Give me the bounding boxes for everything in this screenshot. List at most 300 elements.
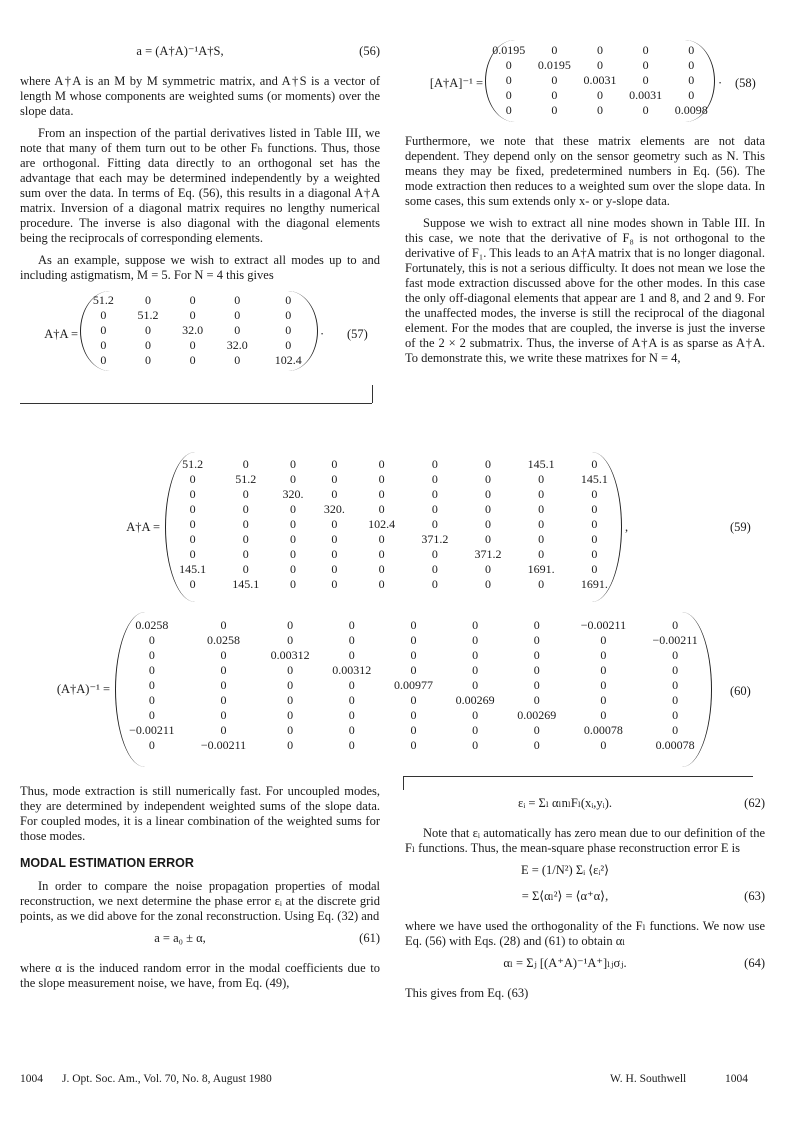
matrix-cell: 0 bbox=[591, 562, 598, 576]
matrix-cell: 0 bbox=[242, 562, 249, 576]
matrix-cell: 0 bbox=[591, 532, 598, 546]
matrix-cell: 0 bbox=[189, 308, 196, 322]
matrix-cell: 0 bbox=[242, 547, 249, 561]
matrix-cell: 0.0195 bbox=[492, 43, 526, 57]
matrix-cell: 0 bbox=[484, 577, 491, 591]
matrix-cell: 0 bbox=[220, 723, 227, 737]
matrix-cell: 0 bbox=[533, 618, 540, 632]
matrix-lhs: A†A = bbox=[126, 520, 160, 534]
matrix-cell: 0 bbox=[538, 577, 545, 591]
matrix-cell: 0 bbox=[533, 723, 540, 737]
matrix-cell: 32.0 bbox=[182, 323, 204, 337]
matrix-cell: 0 bbox=[148, 633, 155, 647]
matrix-cell: 0 bbox=[591, 502, 598, 516]
matrix-cell: 0 bbox=[410, 708, 417, 722]
matrix-cell: 0 bbox=[551, 88, 558, 102]
matrix-cell: 0 bbox=[672, 723, 679, 737]
matrix-cell: 0 bbox=[290, 502, 297, 516]
matrix-cell: 0 bbox=[220, 708, 227, 722]
matrix-cell: 0 bbox=[144, 323, 151, 337]
matrix-cell: 0 bbox=[287, 708, 294, 722]
left-paragraph-2: From an inspection of the partial derivatives listed in Table III, we note that many of them turn out to be other Fₕ functions. Thus, those are orthogonal. Fitting data directly to an orthogonal set has the advantage that each may be determined independently by a weighted sum over the data. In terms of Eq. (56), this results in a diagonal A†A matrix. Inversion of a diagonal matrix requires no lengthy numerical procedure. The inverse is also diagonal with the diagonal elements being the reciprocals of corresponding elements. bbox=[20, 126, 380, 245]
footer-page-number-left: 1004 bbox=[20, 1073, 43, 1085]
matrix-cell: 0 bbox=[505, 73, 512, 87]
matrix-cell: 0 bbox=[285, 338, 292, 352]
matrix-row bbox=[166, 517, 621, 532]
matrix-cell: 0 bbox=[144, 338, 151, 352]
right-lower-column bbox=[405, 792, 765, 1008]
matrix-cell: 0 bbox=[378, 487, 385, 501]
matrix-lhs: (A†A)⁻¹ = bbox=[56, 682, 110, 696]
matrix-cell: 0 bbox=[472, 738, 479, 752]
matrix-cell: 0 bbox=[591, 487, 598, 501]
equation-57-matrix bbox=[20, 291, 380, 379]
matrix-cell: 0 bbox=[331, 532, 338, 546]
matrix-cell: 0 bbox=[538, 547, 545, 561]
matrix-cell: 0 bbox=[378, 532, 385, 546]
matrix-row bbox=[116, 678, 711, 693]
equation-63a-body: E = (1/N²) Σᵢ ⟨εᵢ²⟩ bbox=[520, 863, 610, 877]
matrix-cell: 0.00078 bbox=[655, 738, 695, 752]
matrix-cell: 0 bbox=[533, 693, 540, 707]
matrix-cell: 0 bbox=[472, 708, 479, 722]
matrix-cell: 0 bbox=[148, 648, 155, 662]
matrix-cell: 0 bbox=[596, 43, 603, 57]
matrix-row bbox=[81, 338, 317, 353]
matrix-cell: 145.1 bbox=[232, 577, 260, 591]
matrix-cell: 0 bbox=[431, 472, 438, 486]
matrix-cell: 371.2 bbox=[474, 547, 502, 561]
matrix-cell: 0 bbox=[242, 457, 249, 471]
matrix-cell: 0 bbox=[551, 73, 558, 87]
matrix-cell: 0 bbox=[234, 293, 241, 307]
matrix-cell: 0 bbox=[410, 663, 417, 677]
matrix-cell: 0 bbox=[331, 472, 338, 486]
equation-62-number: (62) bbox=[744, 796, 765, 810]
matrix-row bbox=[486, 73, 714, 88]
equation-60-matrix bbox=[20, 612, 765, 770]
matrix-cell: 0 bbox=[148, 678, 155, 692]
matrix-cell: 0 bbox=[189, 472, 196, 486]
matrix-cell: 0 bbox=[591, 547, 598, 561]
matrix-cell: 0 bbox=[331, 487, 338, 501]
matrix-cell: 0 bbox=[220, 663, 227, 677]
equation-63-number: (63) bbox=[744, 889, 765, 903]
matrix-row bbox=[116, 618, 711, 633]
matrix-cell: 0 bbox=[348, 723, 355, 737]
matrix-cell: 0 bbox=[287, 723, 294, 737]
matrix-cell: 0 bbox=[287, 678, 294, 692]
matrix-row bbox=[486, 43, 714, 58]
matrix-cell: −0.00211 bbox=[129, 723, 175, 737]
equation-59-matrix bbox=[20, 452, 765, 607]
matrix-cell: 0 bbox=[484, 517, 491, 531]
matrix-cell: 0 bbox=[431, 577, 438, 591]
matrix-cell: 0 bbox=[287, 693, 294, 707]
matrix-cell: 0 bbox=[431, 547, 438, 561]
matrix-cell: 0 bbox=[348, 618, 355, 632]
matrix-cell: 0 bbox=[484, 457, 491, 471]
matrix-cell: 0 bbox=[431, 502, 438, 516]
matrix-cell: 0 bbox=[596, 58, 603, 72]
right-section-rule bbox=[403, 776, 753, 777]
matrix-cell: 51.2 bbox=[137, 308, 159, 322]
matrix-cell: 0 bbox=[472, 648, 479, 662]
matrix-cell: 0 bbox=[431, 487, 438, 501]
right-section-rule-tick bbox=[403, 776, 404, 790]
matrix-cell: 0 bbox=[285, 308, 292, 322]
matrix-row bbox=[166, 532, 621, 547]
matrix-cell: 0 bbox=[688, 58, 695, 72]
matrix-cell: 0.00312 bbox=[270, 648, 310, 662]
matrix-cell: 0 bbox=[600, 663, 607, 677]
equation-64-number: (64) bbox=[744, 956, 765, 970]
matrix-cell: 0 bbox=[220, 678, 227, 692]
matrix-table bbox=[486, 43, 714, 118]
matrix-cell: 1691. bbox=[527, 562, 555, 576]
matrix-row bbox=[81, 293, 317, 308]
matrix-row bbox=[486, 88, 714, 103]
matrix-cell: 1691. bbox=[580, 577, 608, 591]
matrix-cell: 0 bbox=[600, 693, 607, 707]
matrix-cell: 0 bbox=[287, 738, 294, 752]
matrix-cell: 0 bbox=[378, 472, 385, 486]
matrix-cell: −0.00211 bbox=[580, 618, 627, 632]
matrix-row bbox=[166, 502, 621, 517]
matrix-row bbox=[166, 457, 621, 472]
matrix-row bbox=[81, 353, 317, 368]
right-paragraph-4: where we have used the orthogonality of the Fₗ functions. We now use Eq. (56) with Eqs. (28) and (61) to obtain αₗ bbox=[405, 919, 765, 948]
matrix-cell: 0 bbox=[285, 293, 292, 307]
equation-61 bbox=[20, 931, 380, 953]
matrix-cell: 0 bbox=[220, 618, 227, 632]
matrix-cell: 0 bbox=[431, 517, 438, 531]
matrix-cell: 0 bbox=[538, 517, 545, 531]
left-section-rule bbox=[20, 403, 372, 404]
matrix-row bbox=[166, 487, 621, 502]
matrix-cell: 0 bbox=[484, 532, 491, 546]
matrix-cell: 0 bbox=[290, 532, 297, 546]
matrix-cell: 0 bbox=[591, 517, 598, 531]
footer-journal: J. Opt. Soc. Am., Vol. 70, No. 8, August 1980 bbox=[62, 1073, 272, 1085]
matrix-cell: 0 bbox=[538, 472, 545, 486]
matrix-row bbox=[116, 708, 711, 723]
section-heading: MODAL ESTIMATION ERROR bbox=[20, 856, 194, 870]
equation-59-number: (59) bbox=[730, 520, 751, 534]
matrix-brackets bbox=[115, 612, 712, 767]
left-paragraph-5: In order to compare the noise propagation properties of modal reconstruction, we next determine the phase error εᵢ at the discrete grid points, as we did above for the zonal reconstruction. Using Eq. (32) and bbox=[20, 879, 380, 923]
matrix-cell: 0 bbox=[533, 678, 540, 692]
right-column bbox=[405, 40, 765, 373]
left-lower-column bbox=[20, 784, 380, 998]
matrix-row bbox=[166, 547, 621, 562]
matrix-row bbox=[486, 103, 714, 118]
matrix-cell: 145.1 bbox=[179, 562, 207, 576]
matrix-cell: 145.1 bbox=[580, 472, 608, 486]
left-paragraph-4: Thus, mode extraction is still numerically fast. For uncoupled modes, they are determined by independent weighted sums of the slope data. For coupled modes, it is a linear combination of the weighted sums for those modes. bbox=[20, 784, 380, 843]
matrix-cell: 0 bbox=[672, 663, 679, 677]
matrix-cell: 0 bbox=[472, 678, 479, 692]
matrix-cell: 0 bbox=[484, 502, 491, 516]
matrix-cell: 0 bbox=[189, 517, 196, 531]
matrix-cell: 0 bbox=[378, 547, 385, 561]
matrix-cell: 0 bbox=[505, 58, 512, 72]
equation-62 bbox=[405, 796, 765, 818]
matrix-cell: 0 bbox=[596, 103, 603, 117]
matrix-row bbox=[486, 58, 714, 73]
matrix-cell: 0 bbox=[533, 648, 540, 662]
matrix-cell: 0 bbox=[538, 502, 545, 516]
matrix-cell: 0 bbox=[148, 708, 155, 722]
equation-61-number: (61) bbox=[359, 931, 380, 945]
matrix-cell: 0 bbox=[220, 648, 227, 662]
matrix-brackets bbox=[485, 40, 715, 122]
matrix-cell: 0 bbox=[672, 708, 679, 722]
matrix-cell: 0 bbox=[290, 562, 297, 576]
footer-author: W. H. Southwell bbox=[610, 1073, 687, 1085]
matrix-cell: 0 bbox=[591, 457, 598, 471]
matrix-cell: 0 bbox=[100, 308, 107, 322]
matrix-cell: 0 bbox=[290, 457, 297, 471]
matrix-cell: 0 bbox=[100, 323, 107, 337]
matrix-cell: 145.1 bbox=[527, 457, 555, 471]
matrix-cell: 0 bbox=[600, 633, 607, 647]
matrix-cell: 102.4 bbox=[368, 517, 396, 531]
matrix-cell: 0 bbox=[672, 693, 679, 707]
matrix-cell: 0.0098 bbox=[674, 103, 708, 117]
matrix-lhs: [A†A]⁻¹ = bbox=[429, 76, 483, 90]
matrix-cell: 0 bbox=[287, 618, 294, 632]
equation-63a bbox=[405, 863, 765, 881]
matrix-cell: 0 bbox=[290, 472, 297, 486]
matrix-cell: 0 bbox=[348, 678, 355, 692]
matrix-cell: 371.2 bbox=[421, 532, 449, 546]
equation-56-number: (56) bbox=[359, 44, 380, 58]
matrix-cell: 0 bbox=[672, 648, 679, 662]
matrix-cell: 0 bbox=[220, 693, 227, 707]
matrix-cell: 0 bbox=[290, 577, 297, 591]
matrix-cell: 0 bbox=[189, 502, 196, 516]
matrix-cell: 0 bbox=[348, 693, 355, 707]
matrix-cell: 0 bbox=[472, 633, 479, 647]
equation-63-body: = Σ⟨αₗ²⟩ = ⟨α⁺α⟩, bbox=[521, 889, 609, 903]
matrix-cell: 0 bbox=[331, 547, 338, 561]
matrix-cell: 0 bbox=[234, 308, 241, 322]
matrix-cell: 0 bbox=[551, 103, 558, 117]
matrix-row bbox=[116, 693, 711, 708]
equation-60-number: (60) bbox=[730, 684, 751, 698]
matrix-cell: 0 bbox=[533, 633, 540, 647]
matrix-cell: 102.4 bbox=[274, 353, 302, 367]
matrix-cell: 0 bbox=[242, 517, 249, 531]
matrix-cell: 0 bbox=[348, 708, 355, 722]
matrix-table bbox=[81, 293, 317, 368]
matrix-cell: 0 bbox=[472, 723, 479, 737]
matrix-cell: 0.00078 bbox=[583, 723, 623, 737]
matrix-cell: 0 bbox=[472, 618, 479, 632]
matrix-row bbox=[116, 663, 711, 678]
matrix-row bbox=[116, 738, 711, 753]
matrix-cell: 0 bbox=[600, 738, 607, 752]
matrix-cell: 0 bbox=[600, 678, 607, 692]
matrix-cell: 0 bbox=[100, 353, 107, 367]
matrix-table bbox=[116, 618, 711, 753]
matrix-cell: 0 bbox=[287, 633, 294, 647]
equation-64 bbox=[405, 956, 765, 978]
matrix-cell: 0 bbox=[234, 323, 241, 337]
matrix-cell: 0 bbox=[642, 43, 649, 57]
equation-56-body: a = (A†A)⁻¹A†S, bbox=[136, 44, 224, 58]
matrix-cell: 0 bbox=[642, 58, 649, 72]
matrix-cell: 0.0258 bbox=[206, 633, 240, 647]
matrix-cell: 0 bbox=[290, 547, 297, 561]
equation-57-number: (57) bbox=[347, 327, 368, 341]
matrix-row bbox=[116, 633, 711, 648]
matrix-cell: 0 bbox=[472, 663, 479, 677]
matrix-cell: 0 bbox=[538, 487, 545, 501]
matrix-cell: 51.2 bbox=[92, 293, 114, 307]
equation-64-body: αₗ = Σⱼ [(A⁺A)⁻¹A⁺]ₗⱼσⱼ. bbox=[503, 956, 627, 970]
matrix-cell: 0 bbox=[290, 517, 297, 531]
equation-58-number: (58) bbox=[735, 76, 756, 90]
matrix-cell: 0 bbox=[672, 678, 679, 692]
matrix-cell: 0 bbox=[242, 502, 249, 516]
matrix-cell: 0 bbox=[378, 457, 385, 471]
left-section-rule-tick bbox=[372, 385, 373, 403]
matrix-cell: 0 bbox=[600, 648, 607, 662]
matrix-cell: 0.0031 bbox=[583, 73, 617, 87]
matrix-cell: 0 bbox=[642, 103, 649, 117]
matrix-brackets bbox=[165, 452, 622, 602]
matrix-cell: 0 bbox=[378, 502, 385, 516]
matrix-cell: 0 bbox=[100, 338, 107, 352]
right-paragraph-3: Note that εᵢ automatically has zero mean due to our definition of the Fₗ functions. Thus, the mean-square phase reconstruction error E is bbox=[405, 826, 765, 855]
matrix-cell: 0 bbox=[484, 562, 491, 576]
matrix-cell: 0 bbox=[242, 532, 249, 546]
right-paragraph-2: Suppose we wish to extract all nine modes shown in Table III. In this case, we note that the derivative of F₈ is not orthogonal to the derivative of F₁. This leads to an A†A matrix that is no longer diagonal. Fortunately, this is not a serious difficulty. It does not mean we lose the fast mode extraction discussed above for the other modes. In this case the only off-diagonal elements that appear are 1 and 8, and 2 and 9. For the unaffected modes, the inverse is still the reciprocal of the diagonal element. For the modes that are coupled, the inverse is just the inverse of the 2 × 2 submatrix. Thus, the inverse of A†A is as sparse as A†A. To demonstrate this, we write these matrixes for N = 4, bbox=[405, 216, 765, 365]
matrix-cell: 0 bbox=[331, 577, 338, 591]
right-paragraph-5: This gives from Eq. (63) bbox=[405, 986, 529, 1000]
matrix-cell: 0 bbox=[189, 547, 196, 561]
matrix-cell: 0 bbox=[688, 43, 695, 57]
matrix-cell: 0 bbox=[242, 487, 249, 501]
matrix-cell: 0 bbox=[189, 487, 196, 501]
matrix-cell: 0 bbox=[410, 723, 417, 737]
matrix-cell: 0 bbox=[144, 353, 151, 367]
matrix-cell: 0 bbox=[189, 577, 196, 591]
matrix-cell: 0 bbox=[533, 738, 540, 752]
equation-61-body: a = a₀ ± α, bbox=[154, 931, 206, 945]
matrix-cell: 51.2 bbox=[182, 457, 204, 471]
matrix-cell: 0.0258 bbox=[135, 618, 169, 632]
matrix-cell: 0 bbox=[189, 338, 196, 352]
left-paragraph-3: As an example, suppose we wish to extract all modes up to and including astigmatism, M = 5. For N = 4 this gives bbox=[20, 253, 380, 282]
matrix-cell: −0.00211 bbox=[200, 738, 247, 752]
matrix-cell: 0 bbox=[484, 472, 491, 486]
matrix-cell: 0 bbox=[348, 648, 355, 662]
matrix-table bbox=[166, 457, 621, 592]
matrix-cell: 0 bbox=[331, 457, 338, 471]
matrix-cell: 0 bbox=[505, 103, 512, 117]
matrix-row bbox=[81, 308, 317, 323]
equation-62-body: εᵢ = Σₗ αₗnₗFₗ(xᵢ,yᵢ). bbox=[517, 796, 613, 810]
matrix-cell: 0.00977 bbox=[393, 678, 433, 692]
matrix-cell: 0 bbox=[148, 693, 155, 707]
matrix-cell: 0.0195 bbox=[537, 58, 571, 72]
matrix-cell: 320. bbox=[282, 487, 304, 501]
matrix-cell: 0.0031 bbox=[629, 88, 663, 102]
matrix-cell: 0 bbox=[189, 293, 196, 307]
equation-58-matrix bbox=[405, 40, 765, 128]
left-column bbox=[20, 40, 380, 379]
equation-63 bbox=[405, 889, 765, 911]
matrix-cell: 51.2 bbox=[235, 472, 257, 486]
matrix-cell: 0 bbox=[234, 353, 241, 367]
matrix-cell: 320. bbox=[323, 502, 345, 516]
matrix-cell: 0 bbox=[410, 738, 417, 752]
matrix-row bbox=[116, 648, 711, 663]
matrix-cell: 0 bbox=[148, 663, 155, 677]
matrix-cell: 0 bbox=[431, 562, 438, 576]
matrix-cell: 0 bbox=[410, 648, 417, 662]
matrix-cell: 0 bbox=[189, 353, 196, 367]
left-paragraph-1: where A†A is an M by M symmetric matrix, and A†S is a vector of length M whose components are weighted sums (or moments) over the slope data. bbox=[20, 74, 380, 118]
matrix-tail: , bbox=[625, 520, 629, 534]
matrix-row bbox=[166, 562, 621, 577]
matrix-cell: 0 bbox=[431, 457, 438, 471]
matrix-cell: 0 bbox=[378, 577, 385, 591]
matrix-cell: −0.00211 bbox=[652, 633, 698, 647]
matrix-cell: 0 bbox=[484, 487, 491, 501]
matrix-cell: 0 bbox=[148, 738, 155, 752]
matrix-tail: · bbox=[718, 76, 723, 90]
matrix-cell: 0 bbox=[551, 43, 558, 57]
matrix-cell: 0 bbox=[348, 633, 355, 647]
matrix-cell: 0 bbox=[505, 88, 512, 102]
matrix-cell: 0 bbox=[533, 663, 540, 677]
matrix-cell: 32.0 bbox=[226, 338, 248, 352]
equation-56 bbox=[20, 44, 380, 66]
matrix-cell: 0 bbox=[331, 562, 338, 576]
matrix-cell: 0 bbox=[538, 532, 545, 546]
matrix-cell: 0 bbox=[642, 73, 649, 87]
matrix-cell: 0 bbox=[600, 708, 607, 722]
matrix-row bbox=[81, 323, 317, 338]
matrix-brackets bbox=[80, 291, 318, 371]
matrix-cell: 0 bbox=[596, 88, 603, 102]
matrix-cell: 0.00269 bbox=[517, 708, 557, 722]
matrix-tail: · bbox=[320, 327, 325, 341]
left-paragraph-6: where α is the induced random error in the modal coefficients due to the slope measurement noise, we have, from Eq. (49), bbox=[20, 961, 380, 990]
right-paragraph-1: Furthermore, we note that these matrix elements are not data dependent. They depend only on the sensor geometry such as N. This means they may be fixed, predetermined numbers in Eq. (56). The mode extraction then reduces to a weighted sum over the slope data. In some cases, this sum extends only x- or y-slope data. bbox=[405, 134, 765, 208]
matrix-row bbox=[166, 577, 621, 592]
matrix-cell: 0 bbox=[348, 738, 355, 752]
matrix-cell: 0 bbox=[672, 618, 679, 632]
matrix-cell: 0 bbox=[144, 293, 151, 307]
matrix-lhs: A†A = bbox=[44, 327, 78, 341]
matrix-cell: 0 bbox=[410, 633, 417, 647]
matrix-cell: 0 bbox=[287, 663, 294, 677]
matrix-row bbox=[116, 723, 711, 738]
matrix-row bbox=[166, 472, 621, 487]
matrix-cell: 0 bbox=[688, 88, 695, 102]
matrix-cell: 0.00269 bbox=[455, 693, 495, 707]
matrix-cell: 0 bbox=[410, 618, 417, 632]
matrix-cell: 0 bbox=[189, 532, 196, 546]
matrix-cell: 0 bbox=[378, 562, 385, 576]
matrix-cell: 0 bbox=[688, 73, 695, 87]
footer-page-number-right: 1004 bbox=[725, 1073, 748, 1085]
